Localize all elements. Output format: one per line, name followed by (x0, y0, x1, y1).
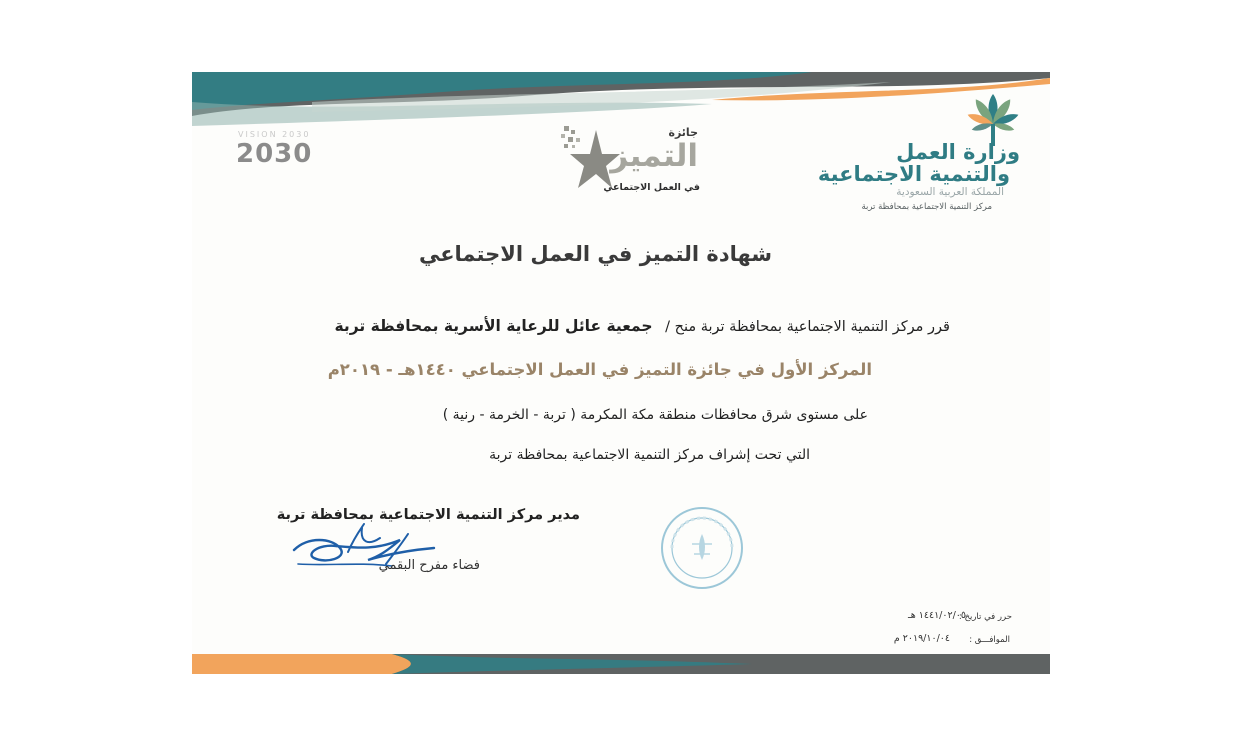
ministry-center: مركز التنمية الاجتماعية بمحافظة تربة (861, 202, 992, 212)
decision-prefix: قرر مركز التنمية الاجتماعية بمحافظة تربة منح / (665, 319, 950, 335)
certificate-title: شهادة التميز في العمل الاجتماعي (418, 242, 772, 266)
signer-name: فضاء مفرح البقمي (378, 558, 480, 573)
ministry-logo (817, 90, 1032, 235)
issued-hijri-date: ١٤٤١/٠٢/٠٥ هـ (907, 610, 966, 621)
certificate (192, 72, 1050, 674)
gregorian-date: ٢٠١٩/١٠/٠٤ م (893, 633, 950, 644)
issued-label: حرر في تاريخ : (958, 612, 1012, 622)
official-stamp (658, 504, 746, 592)
award-main: التميز (610, 138, 698, 174)
excellence-award-logo (554, 122, 714, 202)
rank-line: المركز الأول في جائزة التميز في العمل الاجتماعي ١٤٤٠هـ - ٢٠١٩م (327, 360, 872, 379)
recipient-name: جمعية عائل للرعاية الأسرية بمحافظة تربة (334, 317, 653, 335)
supervision-line: التي تحت إشراف مركز التنمية الاجتماعية بمحافظة تربة (489, 447, 810, 463)
award-subtitle: في العمل الاجتماعي (603, 182, 700, 193)
award-word: جائزة (668, 126, 698, 139)
ministry-name-line1: وزارة العمل (896, 140, 1020, 164)
ministry-kingdom: المملكة العربية السعودية (896, 186, 1004, 198)
ministry-name-line2: والتنمية الاجتماعية (817, 162, 1010, 186)
corresponding-label: الموافـــق : (969, 635, 1010, 645)
level-line: على مستوى شرق محافظات منطقة مكة المكرمة ( تربة - الخرمة - رنية ) (442, 407, 868, 423)
decision-line (335, 317, 950, 335)
vision-2030-logo (232, 122, 332, 172)
vision-year: 2030 (236, 139, 313, 169)
vision-caption: VISION 2030 (238, 130, 311, 139)
signer-title: مدير مركز التنمية الاجتماعية بمحافظة تربة (276, 507, 580, 523)
bottom-decorative-band (192, 654, 1050, 674)
